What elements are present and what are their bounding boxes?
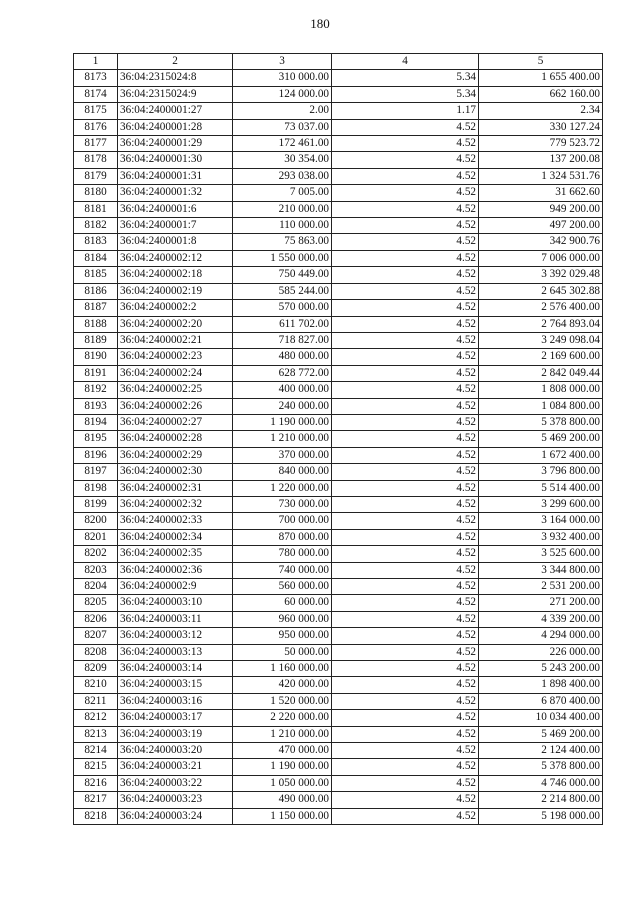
area-cell: 240 000.00	[233, 398, 332, 414]
cadastral-value-cell: 497 200.00	[479, 218, 603, 234]
rate-cell: 4.52	[332, 136, 479, 152]
rate-cell: 4.52	[332, 185, 479, 201]
row-number-cell: 8209	[74, 661, 118, 677]
table-row	[74, 414, 603, 430]
table-row	[74, 398, 603, 414]
area-cell: 585 244.00	[233, 283, 332, 299]
rate-cell: 4.52	[332, 119, 479, 135]
row-number-cell: 8214	[74, 743, 118, 759]
table-row	[74, 562, 603, 578]
rate-cell: 4.52	[332, 529, 479, 545]
area-cell: 480 000.00	[233, 349, 332, 365]
area-cell: 570 000.00	[233, 300, 332, 316]
row-number-cell: 8183	[74, 234, 118, 250]
cadastral-number-cell: 36:04:2400002:9	[118, 579, 233, 595]
area-cell: 310 000.00	[233, 70, 332, 86]
cadastral-number-cell: 36:04:2400001:29	[118, 136, 233, 152]
rate-cell: 4.52	[332, 775, 479, 791]
cadastral-value-cell: 3 796 800.00	[479, 464, 603, 480]
cadastral-value-cell: 5 469 200.00	[479, 431, 603, 447]
cadastral-value-cell: 5 243 200.00	[479, 661, 603, 677]
rate-cell: 4.52	[332, 743, 479, 759]
area-cell: 960 000.00	[233, 611, 332, 627]
row-number-cell: 8205	[74, 595, 118, 611]
page-number: 180	[310, 16, 330, 31]
row-number-cell: 8174	[74, 86, 118, 102]
cadastral-number-cell: 36:04:2315024:8	[118, 70, 233, 86]
rate-cell: 4.52	[332, 546, 479, 562]
row-number-cell: 8175	[74, 103, 118, 119]
table-row	[74, 808, 603, 824]
table-row	[74, 382, 603, 398]
table-row	[74, 70, 603, 86]
row-number-cell: 8186	[74, 283, 118, 299]
cadastral-value-cell: 137 200.08	[479, 152, 603, 168]
table-row	[74, 283, 603, 299]
cadastral-number-cell: 36:04:2400002:26	[118, 398, 233, 414]
table-row	[74, 529, 603, 545]
row-number-cell: 8211	[74, 693, 118, 709]
cadastral-number-cell: 36:04:2400001:27	[118, 103, 233, 119]
area-cell: 870 000.00	[233, 529, 332, 545]
cadastral-value-cell: 5 378 800.00	[479, 759, 603, 775]
row-number-cell: 8201	[74, 529, 118, 545]
area-cell: 110 000.00	[233, 218, 332, 234]
row-number-cell: 8177	[74, 136, 118, 152]
area-cell: 75 863.00	[233, 234, 332, 250]
table-row	[74, 234, 603, 250]
rate-cell: 4.52	[332, 234, 479, 250]
table-row	[74, 152, 603, 168]
cadastral-number-cell: 36:04:2400002:33	[118, 513, 233, 529]
cadastral-number-cell: 36:04:2400002:28	[118, 431, 233, 447]
cadastral-value-cell: 271 200.00	[479, 595, 603, 611]
rate-cell: 4.52	[332, 595, 479, 611]
area-cell: 560 000.00	[233, 579, 332, 595]
table-row	[74, 726, 603, 742]
rate-cell: 4.52	[332, 332, 479, 348]
cadastral-number-cell: 36:04:2400002:27	[118, 414, 233, 430]
table-row	[74, 759, 603, 775]
area-cell: 1 150 000.00	[233, 808, 332, 824]
cadastral-number-cell: 36:04:2315024:9	[118, 86, 233, 102]
rate-cell: 4.52	[332, 759, 479, 775]
cadastral-number-cell: 36:04:2400002:31	[118, 480, 233, 496]
rate-cell: 4.52	[332, 152, 479, 168]
table-body	[74, 70, 603, 825]
column-header-3: 3	[233, 54, 332, 70]
area-cell: 490 000.00	[233, 792, 332, 808]
table-row	[74, 464, 603, 480]
cadastral-number-cell: 36:04:2400001:7	[118, 218, 233, 234]
row-number-cell: 8187	[74, 300, 118, 316]
row-number-cell: 8184	[74, 250, 118, 266]
cadastral-number-cell: 36:04:2400003:13	[118, 644, 233, 660]
cadastral-number-cell: 36:04:2400001:32	[118, 185, 233, 201]
column-header-2: 2	[118, 54, 233, 70]
table-row	[74, 168, 603, 184]
cadastral-number-cell: 36:04:2400002:21	[118, 332, 233, 348]
area-cell: 370 000.00	[233, 447, 332, 463]
area-cell: 420 000.00	[233, 677, 332, 693]
cadastral-number-cell: 36:04:2400003:21	[118, 759, 233, 775]
cadastral-value-cell: 6 870 400.00	[479, 693, 603, 709]
table-row	[74, 218, 603, 234]
row-number-cell: 8178	[74, 152, 118, 168]
area-cell: 750 449.00	[233, 267, 332, 283]
cadastral-value-cell: 2 531 200.00	[479, 579, 603, 595]
cadastral-value-cell: 779 523.72	[479, 136, 603, 152]
cadastral-number-cell: 36:04:2400002:29	[118, 447, 233, 463]
rate-cell: 4.52	[332, 267, 479, 283]
row-number-cell: 8190	[74, 349, 118, 365]
row-number-cell: 8202	[74, 546, 118, 562]
row-number-cell: 8197	[74, 464, 118, 480]
rate-cell: 4.52	[332, 431, 479, 447]
cadastral-number-cell: 36:04:2400002:23	[118, 349, 233, 365]
cadastral-number-cell: 36:04:2400003:20	[118, 743, 233, 759]
area-cell: 730 000.00	[233, 496, 332, 512]
cadastral-value-cell: 3 164 000.00	[479, 513, 603, 529]
rate-cell: 4.52	[332, 628, 479, 644]
cadastral-value-cell: 2 169 600.00	[479, 349, 603, 365]
cadastral-value-cell: 949 200.00	[479, 201, 603, 217]
cadastral-number-cell: 36:04:2400001:31	[118, 168, 233, 184]
table-row	[74, 447, 603, 463]
row-number-cell: 8193	[74, 398, 118, 414]
cadastral-value-cell: 3 249 098.04	[479, 332, 603, 348]
cadastral-number-cell: 36:04:2400003:23	[118, 792, 233, 808]
table-row	[74, 349, 603, 365]
row-number-cell: 8181	[74, 201, 118, 217]
area-cell: 1 190 000.00	[233, 414, 332, 430]
row-number-cell: 8173	[74, 70, 118, 86]
rate-cell: 4.52	[332, 726, 479, 742]
area-cell: 293 038.00	[233, 168, 332, 184]
area-cell: 1 210 000.00	[233, 726, 332, 742]
table-row	[74, 300, 603, 316]
row-number-cell: 8195	[74, 431, 118, 447]
cadastral-number-cell: 36:04:2400003:10	[118, 595, 233, 611]
area-cell: 740 000.00	[233, 562, 332, 578]
row-number-cell: 8210	[74, 677, 118, 693]
rate-cell: 4.52	[332, 480, 479, 496]
rate-cell: 4.52	[332, 611, 479, 627]
cadastral-number-cell: 36:04:2400002:20	[118, 316, 233, 332]
table-row	[74, 792, 603, 808]
cadastral-value-cell: 3 932 400.00	[479, 529, 603, 545]
row-number-cell: 8199	[74, 496, 118, 512]
row-number-cell: 8207	[74, 628, 118, 644]
cadastral-number-cell: 36:04:2400003:19	[118, 726, 233, 742]
rate-cell: 4.52	[332, 349, 479, 365]
area-cell: 30 354.00	[233, 152, 332, 168]
table-row	[74, 661, 603, 677]
area-cell: 400 000.00	[233, 382, 332, 398]
cadastral-number-cell: 36:04:2400001:28	[118, 119, 233, 135]
row-number-cell: 8194	[74, 414, 118, 430]
rate-cell: 4.52	[332, 661, 479, 677]
rate-cell: 4.52	[332, 447, 479, 463]
area-cell: 950 000.00	[233, 628, 332, 644]
cadastral-number-cell: 36:04:2400002:12	[118, 250, 233, 266]
table-row	[74, 365, 603, 381]
row-number-cell: 8204	[74, 579, 118, 595]
rate-cell: 1.17	[332, 103, 479, 119]
cadastral-value-cell: 2 214 800.00	[479, 792, 603, 808]
table-row	[74, 201, 603, 217]
cadastral-number-cell: 36:04:2400002:32	[118, 496, 233, 512]
row-number-cell: 8189	[74, 332, 118, 348]
table-row	[74, 693, 603, 709]
area-cell: 780 000.00	[233, 546, 332, 562]
table-row	[74, 611, 603, 627]
area-cell: 611 702.00	[233, 316, 332, 332]
cadastral-number-cell: 36:04:2400002:24	[118, 365, 233, 381]
table-row	[74, 644, 603, 660]
rate-cell: 4.52	[332, 710, 479, 726]
cadastral-value-table	[73, 53, 603, 825]
cadastral-value-cell: 342 900.76	[479, 234, 603, 250]
cadastral-value-cell: 1 324 531.76	[479, 168, 603, 184]
table-row	[74, 628, 603, 644]
table-row	[74, 136, 603, 152]
cadastral-number-cell: 36:04:2400002:36	[118, 562, 233, 578]
rate-cell: 4.52	[332, 316, 479, 332]
rate-cell: 4.52	[332, 168, 479, 184]
table-row	[74, 579, 603, 595]
area-cell: 470 000.00	[233, 743, 332, 759]
area-cell: 700 000.00	[233, 513, 332, 529]
cadastral-number-cell: 36:04:2400001:30	[118, 152, 233, 168]
cadastral-value-cell: 1 808 000.00	[479, 382, 603, 398]
rate-cell: 4.52	[332, 693, 479, 709]
cadastral-value-cell: 330 127.24	[479, 119, 603, 135]
table-row	[74, 332, 603, 348]
cadastral-number-cell: 36:04:2400003:15	[118, 677, 233, 693]
rate-cell: 4.52	[332, 382, 479, 398]
cadastral-value-cell: 226 000.00	[479, 644, 603, 660]
table-row	[74, 86, 603, 102]
cadastral-number-cell: 36:04:2400003:12	[118, 628, 233, 644]
column-header-5: 5	[479, 54, 603, 70]
cadastral-number-cell: 36:04:2400002:35	[118, 546, 233, 562]
row-number-cell: 8215	[74, 759, 118, 775]
rate-cell: 4.52	[332, 579, 479, 595]
cadastral-value-cell: 4 294 000.00	[479, 628, 603, 644]
cadastral-value-cell: 3 299 600.00	[479, 496, 603, 512]
cadastral-value-cell: 3 525 600.00	[479, 546, 603, 562]
area-cell: 50 000.00	[233, 644, 332, 660]
row-number-cell: 8198	[74, 480, 118, 496]
row-number-cell: 8216	[74, 775, 118, 791]
cadastral-value-cell: 1 084 800.00	[479, 398, 603, 414]
rate-cell: 4.52	[332, 414, 479, 430]
table-row	[74, 316, 603, 332]
cadastral-value-cell: 31 662.60	[479, 185, 603, 201]
cadastral-number-cell: 36:04:2400003:14	[118, 661, 233, 677]
cadastral-value-cell: 2 842 049.44	[479, 365, 603, 381]
area-cell: 1 190 000.00	[233, 759, 332, 775]
rate-cell: 4.52	[332, 562, 479, 578]
area-cell: 2 220 000.00	[233, 710, 332, 726]
row-number-cell: 8182	[74, 218, 118, 234]
row-number-cell: 8206	[74, 611, 118, 627]
rate-cell: 4.52	[332, 808, 479, 824]
table-row	[74, 710, 603, 726]
table-row	[74, 250, 603, 266]
row-number-cell: 8213	[74, 726, 118, 742]
table-row	[74, 267, 603, 283]
cadastral-number-cell: 36:04:2400001:8	[118, 234, 233, 250]
cadastral-value-cell: 2.34	[479, 103, 603, 119]
area-cell: 172 461.00	[233, 136, 332, 152]
rate-cell: 4.52	[332, 201, 479, 217]
cadastral-value-cell: 2 645 302.88	[479, 283, 603, 299]
cadastral-number-cell: 36:04:2400003:22	[118, 775, 233, 791]
row-number-cell: 8191	[74, 365, 118, 381]
rate-cell: 4.52	[332, 496, 479, 512]
cadastral-number-cell: 36:04:2400003:16	[118, 693, 233, 709]
cadastral-number-cell: 36:04:2400002:34	[118, 529, 233, 545]
area-cell: 840 000.00	[233, 464, 332, 480]
rate-cell: 4.52	[332, 365, 479, 381]
rate-cell: 4.52	[332, 677, 479, 693]
cadastral-value-cell: 7 006 000.00	[479, 250, 603, 266]
area-cell: 1 520 000.00	[233, 693, 332, 709]
area-cell: 210 000.00	[233, 201, 332, 217]
area-cell: 60 000.00	[233, 595, 332, 611]
rate-cell: 4.52	[332, 513, 479, 529]
table-row	[74, 480, 603, 496]
row-number-cell: 8217	[74, 792, 118, 808]
cadastral-value-cell: 5 378 800.00	[479, 414, 603, 430]
cadastral-number-cell: 36:04:2400003:17	[118, 710, 233, 726]
table-row	[74, 496, 603, 512]
area-cell: 124 000.00	[233, 86, 332, 102]
table-header-row	[74, 54, 603, 70]
table-row	[74, 119, 603, 135]
table-row	[74, 775, 603, 791]
cadastral-value-cell: 1 898 400.00	[479, 677, 603, 693]
table-row	[74, 677, 603, 693]
row-number-cell: 8176	[74, 119, 118, 135]
table-row	[74, 595, 603, 611]
row-number-cell: 8218	[74, 808, 118, 824]
area-cell: 2.00	[233, 103, 332, 119]
cadastral-value-cell: 5 198 000.00	[479, 808, 603, 824]
table-row	[74, 513, 603, 529]
row-number-cell: 8208	[74, 644, 118, 660]
table-row	[74, 546, 603, 562]
rate-cell: 4.52	[332, 300, 479, 316]
table-row	[74, 743, 603, 759]
cadastral-value-cell: 2 764 893.04	[479, 316, 603, 332]
area-cell: 1 210 000.00	[233, 431, 332, 447]
rate-cell: 5.34	[332, 86, 479, 102]
cadastral-value-cell: 2 576 400.00	[479, 300, 603, 316]
cadastral-value-cell: 2 124 400.00	[479, 743, 603, 759]
rate-cell: 4.52	[332, 398, 479, 414]
cadastral-number-cell: 36:04:2400002:18	[118, 267, 233, 283]
rate-cell: 5.34	[332, 70, 479, 86]
area-cell: 718 827.00	[233, 332, 332, 348]
cadastral-value-cell: 4 746 000.00	[479, 775, 603, 791]
rate-cell: 4.52	[332, 218, 479, 234]
row-number-cell: 8180	[74, 185, 118, 201]
cadastral-number-cell: 36:04:2400002:30	[118, 464, 233, 480]
cadastral-value-cell: 4 339 200.00	[479, 611, 603, 627]
area-cell: 1 220 000.00	[233, 480, 332, 496]
cadastral-number-cell: 36:04:2400001:6	[118, 201, 233, 217]
rate-cell: 4.52	[332, 644, 479, 660]
cadastral-value-cell: 1 672 400.00	[479, 447, 603, 463]
area-cell: 73 037.00	[233, 119, 332, 135]
table-row	[74, 431, 603, 447]
area-cell: 1 050 000.00	[233, 775, 332, 791]
area-cell: 1 550 000.00	[233, 250, 332, 266]
cadastral-value-cell: 5 469 200.00	[479, 726, 603, 742]
table-row	[74, 103, 603, 119]
row-number-cell: 8203	[74, 562, 118, 578]
column-header-4: 4	[332, 54, 479, 70]
cadastral-value-cell: 662 160.00	[479, 86, 603, 102]
rate-cell: 4.52	[332, 250, 479, 266]
row-number-cell: 8188	[74, 316, 118, 332]
row-number-cell: 8212	[74, 710, 118, 726]
row-number-cell: 8192	[74, 382, 118, 398]
rate-cell: 4.52	[332, 283, 479, 299]
area-cell: 7 005.00	[233, 185, 332, 201]
table-row	[74, 185, 603, 201]
cadastral-value-cell: 1 655 400.00	[479, 70, 603, 86]
cadastral-number-cell: 36:04:2400002:2	[118, 300, 233, 316]
cadastral-number-cell: 36:04:2400002:25	[118, 382, 233, 398]
rate-cell: 4.52	[332, 792, 479, 808]
cadastral-number-cell: 36:04:2400003:11	[118, 611, 233, 627]
row-number-cell: 8200	[74, 513, 118, 529]
cadastral-number-cell: 36:04:2400002:19	[118, 283, 233, 299]
row-number-cell: 8196	[74, 447, 118, 463]
row-number-cell: 8185	[74, 267, 118, 283]
column-header-1: 1	[74, 54, 118, 70]
cadastral-value-cell: 10 034 400.00	[479, 710, 603, 726]
cadastral-value-cell: 5 514 400.00	[479, 480, 603, 496]
cadastral-number-cell: 36:04:2400003:24	[118, 808, 233, 824]
rate-cell: 4.52	[332, 464, 479, 480]
area-cell: 628 772.00	[233, 365, 332, 381]
cadastral-value-cell: 3 344 800.00	[479, 562, 603, 578]
area-cell: 1 160 000.00	[233, 661, 332, 677]
row-number-cell: 8179	[74, 168, 118, 184]
cadastral-value-cell: 3 392 029.48	[479, 267, 603, 283]
